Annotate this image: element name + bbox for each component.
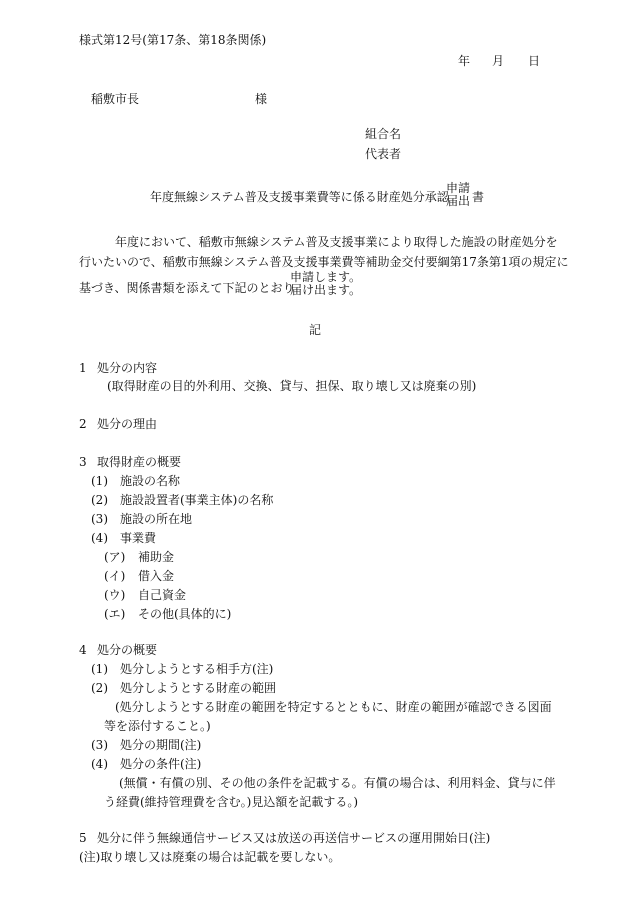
section-3-item-3-num: (3)	[91, 512, 108, 526]
section-3-sub-i-num: (イ)	[104, 569, 126, 583]
section-3-sub-e-num: (エ)	[104, 607, 126, 621]
section-3-item-3-label: 施設の所在地	[120, 512, 193, 526]
form-number: 様式第12号(第17条、第18条関係)	[79, 33, 267, 47]
date-day-label: 日	[528, 54, 541, 68]
section-4-item-4-note-2: う経費(維持管理費を含む。)見込額を記載する。)	[104, 795, 359, 809]
section-3-sub-a-label: 補助金	[138, 550, 175, 564]
section-4-number: 4	[79, 643, 87, 657]
intro-line-1: 年度において、稲敷市無線システム普及支援事業により取得した施設の財産処分を	[115, 235, 558, 249]
addressee-honorific: 様	[255, 92, 268, 106]
intro-line-3: 基づき、関係書類を添えて下記のとおり	[79, 281, 295, 295]
section-3-item-2-label: 施設設置者(事業主体)の名称	[120, 493, 274, 507]
section-4-item-4-label: 処分の条件(注)	[120, 757, 202, 771]
section-4-item-2-label: 処分しようとする財産の範囲	[120, 681, 277, 695]
section-4-item-2-note-1: (処分しようとする財産の範囲を特定するとともに、財産の範囲が確認できる図面	[115, 700, 552, 714]
section-1-note: (取得財産の目的外利用、交換、貸与、担保、取り壊し又は廃棄の別)	[107, 379, 477, 393]
section-3-item-1-label: 施設の名称	[120, 474, 181, 488]
section-4-title: 処分の概要	[97, 643, 158, 657]
section-4-item-2-num: (2)	[91, 681, 108, 695]
title-option-notify: 届出	[446, 193, 471, 208]
section-3-title: 取得財産の概要	[97, 455, 182, 469]
footnote: (注)取り壊し又は廃棄の場合は記載を要しない。	[79, 850, 341, 864]
intro-line-2: 行いたいので、稲敷市無線システム普及支援事業費等補助金交付要綱第17条第1項の規定に	[79, 255, 569, 269]
section-3-item-1-num: (1)	[91, 474, 108, 488]
intro-options	[290, 271, 361, 296]
ki-marker: 記	[309, 323, 322, 337]
section-3-item-2-num: (2)	[91, 493, 108, 507]
section-4-item-1-num: (1)	[91, 662, 108, 676]
section-5-number: 5	[79, 831, 87, 845]
date-month-label: 月	[492, 54, 505, 68]
section-2-number: 2	[79, 417, 87, 431]
section-1-number: 1	[79, 361, 87, 375]
section-4-item-3-label: 処分の期間(注)	[120, 738, 202, 752]
title-options	[446, 182, 470, 207]
representative-label: 代表者	[365, 147, 402, 161]
section-3-sub-u-label: 自己資金	[138, 588, 187, 602]
document-title: 年度無線システム普及支援事業費等に係る財産処分承認	[150, 190, 449, 204]
section-2-title: 処分の理由	[97, 417, 158, 431]
intro-option-notify: 届け出ます。	[290, 282, 362, 297]
section-3-number: 3	[79, 455, 87, 469]
section-4-item-1-label: 処分しようとする相手方(注)	[120, 662, 274, 676]
intro-option-request: 申請します。	[290, 270, 362, 284]
section-3-sub-u-num: (ウ)	[104, 588, 126, 602]
section-3-sub-a-num: (ア)	[104, 550, 126, 564]
section-3-sub-i-label: 借入金	[138, 569, 175, 583]
org-name-label: 組合名	[365, 127, 402, 141]
section-5-title: 処分に伴う無線通信サービス又は放送の再送信サービスの運用開始日(注)	[97, 831, 491, 845]
title-option-request: 申請	[446, 181, 471, 195]
addressee-name: 稲敷市長	[91, 92, 140, 106]
section-3-item-4-num: (4)	[91, 531, 108, 545]
section-3-sub-e-label: その他(具体的に)	[138, 607, 232, 621]
title-suffix: 書	[472, 190, 485, 204]
section-3-item-4-label: 事業費	[120, 531, 157, 545]
section-4-item-2-note-2: 等を添付すること。)	[104, 719, 211, 733]
section-4-item-3-num: (3)	[91, 738, 108, 752]
section-4-item-4-num: (4)	[91, 757, 108, 771]
section-4-item-4-note-1: (無償・有償の別、その他の条件を記載する。有償の場合は、利用料金、貸与に伴	[119, 776, 556, 790]
section-1-title: 処分の内容	[97, 361, 158, 375]
date-year-label: 年	[458, 54, 471, 68]
